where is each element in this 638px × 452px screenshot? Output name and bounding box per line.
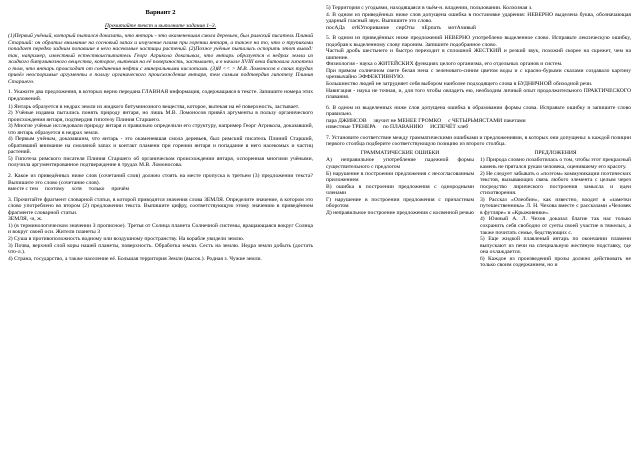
question-1-option: 2) Учёные издавна пытались понять природу янтаря, но лишь М.В. Ломоносов привёл аргументы в пользу органического происхождения янтаря, подтвердив гипотезу Плиния Старшего. [8,110,313,123]
right-column [326,5,631,269]
sentence-item: 5) Еще жидкой плавленый янтарь по окончании пламени выпускают из печи на специальную жестяную подставку, где она охлаждается. [480,236,631,256]
errors-column [326,150,474,269]
error-item: Д) неправильное построение предложения с косвенной речью [326,209,474,216]
instructions-subtitle: Прочитайте текст и выполните задания 1–3. [104,22,217,29]
sentence-item: 4) Южный А. Л. Чехов доказал благие так нас только сохранить себя свободно от суеты своей участие в тяжелых, а также почитать семье, бедствующих с. [480,216,631,236]
question-1-option: 4) Первым учёным, доказавшим, что янтарь - это окаменевшая смола деревьев, был римский писатель Плиний Старший, обративший внимание на смоляной запах и контакт пламени при горении янтаря и попадание в него насекомых и частиц растений. [8,136,313,156]
error-item: Б) нарушение в построении предложения с несогласованным приложением [326,170,474,184]
question-5-sentence: Физиология - наука о ЖИТЕЙСКИХ функциях целого организма, его отдельных органов и систем. [326,61,563,68]
error-item: Г) нарушение в построении предложения с причастным оборотом [326,196,474,210]
error-item: А) неправильное употребление падежной формы существительного с предлогом [326,157,474,171]
question-5-sentence: Навигация - наука не точная, и, для того чтобы овладеть ею, необходим личный опыт продолжительного ПРАКТИЧЕСКОГО плавания. [326,87,631,101]
question-4-words: посАДа отКУпоривание сирОты чЕрпать мотАчивый [326,24,476,31]
question-2-intro: 2. Какое из приведённых ниже слов (сочетаний слов) должно стоять на месте пропуска в третьем (3) предложении текста? Выпишите это слово (сочетание слов). [8,173,313,186]
sentence-item: 3) Рассказ «Олеобин», как известно, входит в «заметки путешественника» Л. Н. Чехова вместе с рассказами «Человек в футляре» и «Крыжовнике». [480,196,631,216]
variant-title: Вариант 2 [145,9,176,16]
question-1-option: 3) Многие учёные исследовали природу янтаря и правильно определили его структуру, например Георг Агрикола, доказавший, что янтарь образуется в недрах земли. [8,123,313,136]
question-2-options: вместе с тем поэтому хотя только причём [8,186,130,193]
question-5-sentence: Частый дробь шестьнего и быстро переходит в сплошной ЖЕСТКИЙ и резкий звук, похожий скорее на скрежет, чем на шипение. [326,48,631,61]
question-5-intro: 5. В одном из приведённых ниже предложений НЕВЕРНО употреблено выделенное слово. Исправьте лексическую ошибку, подобрав к выделенному слову пароним. Запишите подобранное слово. [326,35,631,48]
matching-table [326,150,631,269]
dictionary-definition: 3) Почва, верхний слой коры нашей планеты, поверхность. Обработка земли. Сесть на землю. Недра земли добыть (достать что-л.). [8,242,313,256]
dictionary-definition: 2) Суша в противоположность водному или воздушному пространству. На корабле увидели землю. [8,235,245,242]
question-4-intro: 4. В одном из приведённых ниже слов допущена ошибка в постановке ударения: НЕВЕРНО выделена буква, обозначающая ударный гласный звук. Выпишите это слово. [326,11,631,25]
dictionary-definition-5: 5) Территория с угодьями, находящаяся в чьём-н. владении, пользовании. Колхозная з. [326,5,533,11]
sentences-column [480,150,631,269]
error-item: В) ошибка в построении предложения с однородными членами [326,183,474,197]
sentence-item: 1) Природа словно позаботилась о том, чтобы этот прекрасный камень не прятался рукам человека, оценившему его красоту. [480,157,631,171]
question-1-option: 1) Янтарь образуется в недрах земли из жидкого битуминозного вещества, которое, вытекая на её поверхность, застывает. [8,103,300,110]
question-6-intro: 6. В одном из выделенных ниже слов допущена ошибка в образовании формы слова. Исправьте ошибку и запишите слово правильно. [326,104,631,118]
question-7-intro: 7. Установите соответствие между грамматическими ошибками и предложениями, в которых они допущены: к каждой позиции первого столбца подберите соответствующую позицию из второго столбца. [326,134,631,148]
left-column [8,10,313,262]
question-1-option: 5) Гипотеза римского писателя Плиния Старшего об органическом происхождении янтаря, оспоренная многими учёными, получила аргументированное подтверждение в трудах М.В. Ломоносова. [8,155,313,169]
question-5-sentence: При прямом солнечном свете белая пена с зеленовато-синим цветом воды и с красно-бурыми скалами создавало картину чрезвычайно ЭФФЕКТИВНУЮ. [326,67,631,81]
question-5-sentence: Большинство людей не затрудняет себя выбором наиболее подходящего слова в БУДНИЧНОЙ обиходной речи. [326,81,593,88]
dictionary-headword: ЗЕМЛЯ, -и, ж. [8,216,43,223]
question-6-words: пара ДЖИНСОВ звучит не МЕНЕЕ ГРОМКО с ЧЕТЫРЬМЯСТАМИ пакетами [326,117,526,124]
reading-passage: (1)Первый учёный, который пытался доказать, что янтарь - это окаменевшая смола деревьев, был римский писатель Плиний Старший: он обратил внимание на сосновый запах и излучение пламя при горении янтаря, а также на то, что о трупиками попадает передко задним попавшие в него насекомые частицы растений. (2)Позже учёные пытались оспорить этот вывод: так, например, известный естествоиспытатель Георг Агрикола доказывал, что янтарь образуется в недрах земли из жидкого битуминозного вещества, которое, вытекая на её поверхность, застывает, а в начале XVIII века битовала гипотеза о том, что янтарь происходит от соединения нефти с минеральными кислотами. (3)И << > М.В. Ломоносов в своих трудах привёл неоспоримые аргументы в пользу органического происхождения янтаря, тем самым подтвердив гипотезу Плиния Старшего. [8,33,313,85]
errors-column-header: ГРАММАТИЧЕСКИЕ ОШИБКИ [360,149,440,156]
dictionary-definition: 1) (в терминологическом значении З прописное). Третья от Солнца планета Солнечной системы, вращающаяся вокруг Солнца и вокруг своей оси. Жители планеты З [8,222,313,236]
sentence-item: 2) Не следует забывать о «поэтом» коммуникации поэтических текстов, вызывающих связь любого элемента с целым через посредство лирического построения замысла и идеи стихотворения. [480,170,631,197]
question-1-intro: 1. Укажите два предложения, в которых верно передана ГЛАВНАЯ информация, содержащаяся в тексте. Запишите номера этих предложений. [8,89,313,103]
question-3-intro: 3. Прочитайте фрагмент словарной статьи, в которой приводятся значения слова ЗЕМЛЯ. Определите значение, в котором это слово употреблено во втором (2) предложении текста. Выпишите цифру, соответствующую этому значению в приведённом фрагменте словарной статьи. [8,196,313,216]
dictionary-definition: 4) Страна, государство, а также население её. Большая территория Земли (высок.). Родная з. Чужие земли. [8,255,262,262]
sentences-column-header: ПРЕДЛОЖЕНИЯ [534,149,577,156]
sentence-item: 6) Каждое из произведений прозы должно действовать не только своим содержанием, но и [480,255,631,269]
question-6-words: известные ТРЕНЕРА по ПЛАВАНИЮ ИСПЕЧЁТ хлеб [326,124,469,131]
